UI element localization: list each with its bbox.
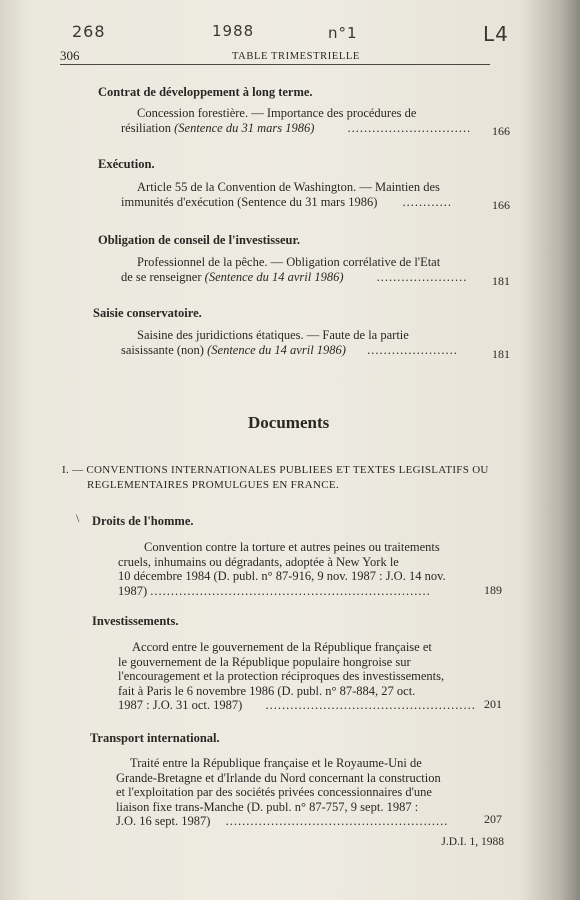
entry-line: liaison fixe trans-Manche (D. publ. n° 87-757, 9 sept. 1987 : bbox=[116, 799, 419, 814]
entry-text bbox=[118, 640, 476, 713]
entry-page-ref: 189 bbox=[484, 583, 502, 597]
entry-line: fait à Paris le 6 novembre 1986 (D. publ. n° 87-884, 27 oct. bbox=[118, 683, 416, 698]
entry-line: résiliation (Sentence du 31 mars 1986) .............................. bbox=[121, 121, 472, 135]
entry-page-ref: 201 bbox=[484, 697, 502, 711]
entry-line: saisissante (non) (Sentence du 14 avril 1986) ...................... bbox=[121, 343, 458, 357]
entry-line: 10 décembre 1984 (D. publ. n° 87-916, 9 nov. 1987 : J.O. 14 nov. bbox=[118, 569, 446, 583]
entry-text bbox=[121, 106, 471, 136]
entry-line: Article 55 de la Convention de Washington. — Maintien des bbox=[137, 180, 440, 194]
entry-line: Accord entre le gouvernement de la République française et bbox=[132, 640, 432, 654]
entry-line: le gouvernement de la République populaire hongroise sur bbox=[118, 654, 411, 669]
entry-line: Grande-Bretagne et d'Irlande du Nord concernant la construction bbox=[116, 770, 441, 785]
entry-text bbox=[121, 255, 467, 285]
handwritten-note-right: L4 bbox=[483, 22, 509, 46]
page-number: 306 bbox=[60, 48, 80, 63]
handwritten-note-year: 1988 bbox=[212, 22, 255, 40]
entry-text bbox=[116, 756, 448, 829]
running-head: TABLE TRIMESTRIELLE bbox=[232, 51, 360, 62]
entry-line: et l'exploitation par des sociétés privées concessionnaires d'une bbox=[116, 785, 432, 799]
section-heading: Contrat de développement à long terme. bbox=[98, 85, 313, 99]
section-heading: Investissements. bbox=[92, 614, 179, 628]
entry-page-ref: 166 bbox=[492, 198, 510, 212]
documents-title: Documents bbox=[248, 413, 330, 432]
entry-page-ref: 181 bbox=[492, 274, 510, 288]
entry-line: Professionnel de la pêche. — Obligation corrélative de l'Etat bbox=[137, 255, 441, 269]
header-rule bbox=[60, 64, 490, 65]
section-heading: Saisie conservatoire. bbox=[93, 306, 202, 320]
margin-mark: \ bbox=[76, 511, 80, 525]
entry-line: l'encouragement et la protection réciproques des investissements, bbox=[118, 669, 445, 683]
entry-line: Convention contre la torture et autres peines ou traitements bbox=[144, 540, 440, 554]
section-heading: Transport international. bbox=[90, 731, 220, 745]
section-heading: Droits de l'homme. bbox=[92, 514, 194, 528]
entry-line: immunités d'exécution (Sentence du 31 mars 1986) ............ bbox=[121, 195, 452, 209]
entry-page-ref: 181 bbox=[492, 347, 510, 361]
entry-line: Concession forestière. — Importance des procédures de bbox=[137, 106, 417, 120]
entry-line: cruels, inhumains ou dégradants, adoptée à New York le bbox=[118, 554, 399, 569]
entry-line: Traité entre la République française et le Royaume-Uni de bbox=[130, 756, 422, 770]
footer-signature: J.D.I. 1, 1988 bbox=[441, 836, 504, 848]
entry-text bbox=[118, 540, 446, 598]
part-heading-line: REGLEMENTAIRES PROMULGUES EN FRANCE. bbox=[87, 479, 339, 491]
entry-page-ref: 207 bbox=[484, 812, 502, 826]
handwritten-note-number: n°1 bbox=[328, 24, 358, 42]
entry-page-ref: 166 bbox=[492, 124, 510, 138]
entry-line: Saisine des juridictions étatiques. — Faute de la partie bbox=[137, 328, 409, 342]
entry-line: J.O. 16 sept. 1987) ...................................................... bbox=[116, 814, 449, 828]
entry-text bbox=[121, 180, 452, 210]
section-heading: Obligation de conseil de l'investisseur. bbox=[98, 233, 300, 247]
section-heading: Exécution. bbox=[98, 157, 155, 171]
entry-line: de se renseigner (Sentence du 14 avril 1986) ...................... bbox=[121, 270, 468, 284]
entry-line: 1987) .................................................................... bbox=[118, 583, 431, 598]
handwritten-note-left: 268 bbox=[72, 22, 106, 41]
part-heading bbox=[62, 463, 489, 493]
entry-text bbox=[121, 328, 458, 358]
part-heading-line: I. — CONVENTIONS INTERNATIONALES PUBLIEES ET TEXTES LEGISLATIFS OU bbox=[62, 464, 489, 476]
entry-line: 1987 : J.O. 31 oct. 1987) ................................................... bbox=[118, 698, 476, 712]
